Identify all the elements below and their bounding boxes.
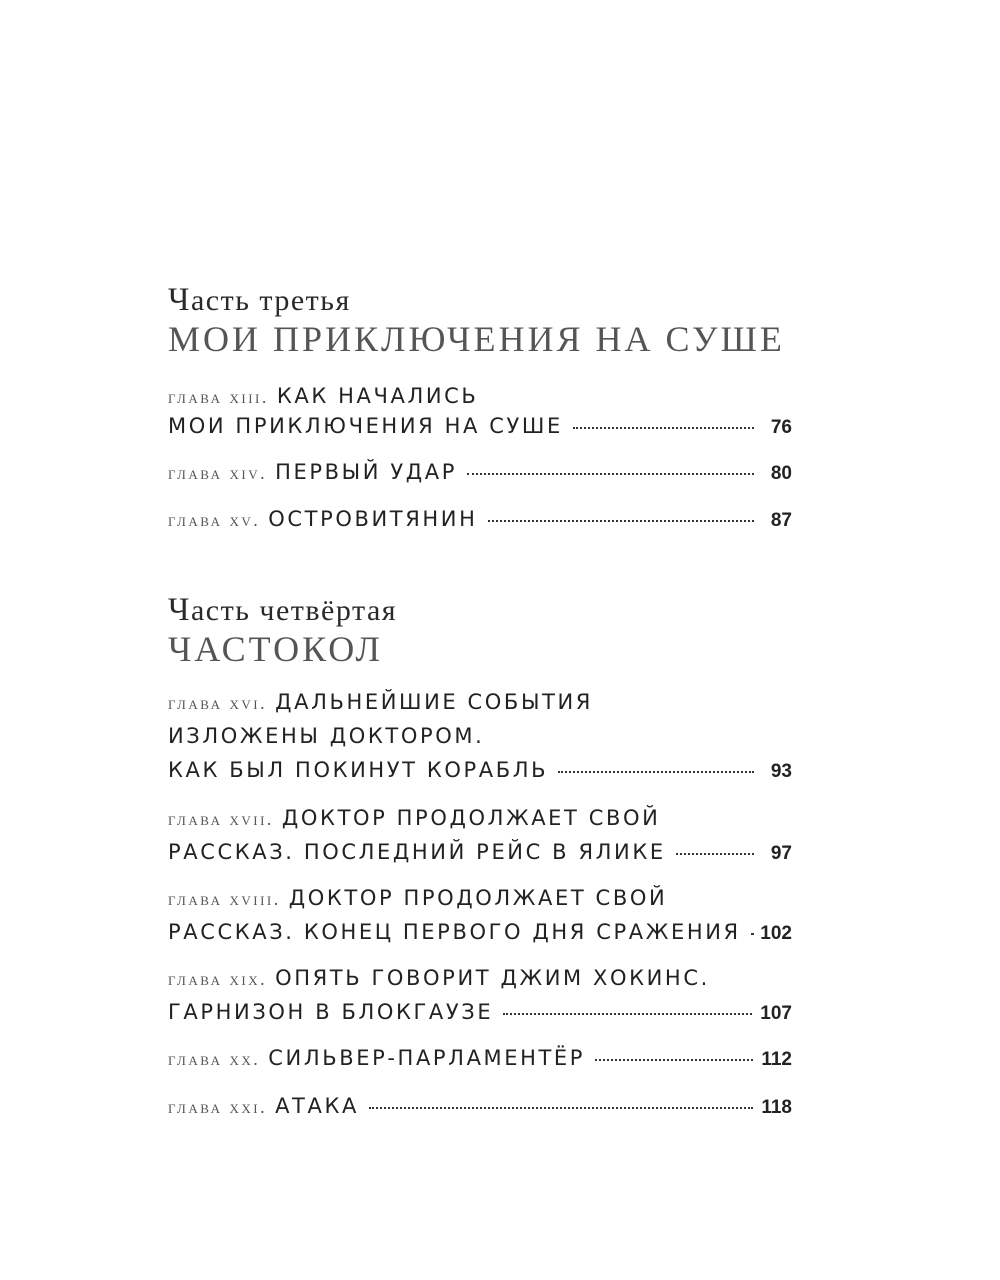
dot-leader: [573, 427, 754, 429]
toc-entry-ch14[interactable]: [168, 460, 792, 490]
chapter-number: глава xxi.: [168, 1097, 268, 1117]
page-number: 93: [770, 761, 792, 782]
chapter-title: СИЛЬВЕР-ПАРЛАМЕНТЁР: [268, 1046, 586, 1070]
dot-leader: [369, 1107, 753, 1109]
chapter-number: глава xiii.: [168, 387, 269, 407]
chapter-title: ДАЛЬНЕЙШИЕ СОБЫТИЯ: [275, 690, 593, 714]
toc-entry-ch17-line1[interactable]: [168, 806, 792, 836]
toc-entry-ch19-line1[interactable]: [168, 966, 792, 996]
page-number: 118: [761, 1097, 792, 1118]
chapter-number: глава xv.: [168, 510, 261, 530]
dot-leader: [488, 520, 754, 522]
dot-leader: [503, 1013, 752, 1015]
toc-entry-ch13-line1[interactable]: [168, 384, 792, 414]
page-number: 80: [770, 463, 792, 484]
toc-entry-ch21[interactable]: [168, 1094, 792, 1124]
chapter-title: РАССКАЗ. ПОСЛЕДНИЙ РЕЙС В ЯЛИКЕ: [168, 840, 666, 864]
page-number: 97: [770, 843, 792, 864]
dot-leader: [467, 473, 754, 475]
toc-entry-ch17-line2[interactable]: [168, 840, 792, 870]
page-number: 76: [770, 417, 792, 438]
chapter-number: глава xvi.: [168, 693, 268, 713]
toc-entry-ch20[interactable]: [168, 1046, 792, 1076]
toc-entry-ch18-line1[interactable]: [168, 886, 792, 916]
dot-leader: [558, 771, 754, 773]
chapter-number: глава xix.: [168, 969, 268, 989]
page-number: 112: [761, 1049, 792, 1070]
chapter-title: ОПЯТЬ ГОВОРИТ ДЖИМ ХОКИНС.: [275, 966, 710, 990]
chapter-title: КАК БЫЛ ПОКИНУТ КОРАБЛЬ: [168, 758, 549, 782]
part-4-label-rest: асть четвёртая: [190, 594, 398, 627]
chapter-title: КАК НАЧАЛИСЬ: [276, 384, 479, 408]
part-3-label-cap: Ч: [168, 282, 191, 318]
chapter-title: МОИ ПРИКЛЮЧЕНИЯ НА СУШЕ: [168, 414, 563, 438]
chapter-number: глава xiv.: [168, 463, 268, 483]
chapter-number: глава xvii.: [168, 809, 274, 829]
chapter-title: ИЗЛОЖЕНЫ ДОКТОРОМ.: [168, 724, 485, 748]
chapter-title: ГАРНИЗОН В БЛОКГАУЗЕ: [168, 1000, 494, 1024]
chapter-number: глава xviii.: [168, 889, 281, 909]
chapter-title: ДОКТОР ПРОДОЛЖАЕТ СВОЙ: [288, 886, 668, 910]
chapter-title: ДОКТОР ПРОДОЛЖАЕТ СВОЙ: [281, 806, 661, 830]
toc-entry-ch13-line2[interactable]: [168, 414, 792, 444]
part-3-title: МОИ ПРИКЛЮЧЕНИЯ НА СУШЕ: [168, 319, 785, 359]
toc-entry-ch16-line2[interactable]: [168, 724, 792, 754]
dot-leader: [595, 1059, 753, 1061]
chapter-title: РАССКАЗ. КОНЕЦ ПЕРВОГО ДНЯ СРАЖЕНИЯ: [168, 920, 741, 944]
chapter-number: глава xx.: [168, 1049, 261, 1069]
toc-entry-ch19-line2[interactable]: [168, 1000, 792, 1030]
chapter-title: ПЕРВЫЙ УДАР: [275, 460, 457, 484]
page-number: 102: [760, 923, 792, 944]
toc-entry-ch15[interactable]: [168, 507, 792, 537]
part-3-label-rest: асть третья: [190, 284, 351, 317]
dot-leader: [751, 933, 753, 935]
page-number: 87: [770, 510, 792, 531]
part-4-label-cap: Ч: [168, 592, 191, 628]
part-3-label: [168, 282, 351, 319]
chapter-title: ОСТРОВИТЯНИН: [268, 507, 478, 531]
toc-entry-ch16-line3[interactable]: [168, 758, 792, 788]
dot-leader: [676, 853, 754, 855]
chapter-title: АТАКА: [275, 1094, 359, 1118]
part-4-label: [168, 592, 397, 629]
toc-entry-ch16-line1[interactable]: [168, 690, 792, 720]
part-4-title: ЧАСТОКОЛ: [168, 629, 383, 669]
page-number: 107: [760, 1003, 792, 1024]
toc-entry-ch18-line2[interactable]: [168, 920, 792, 950]
